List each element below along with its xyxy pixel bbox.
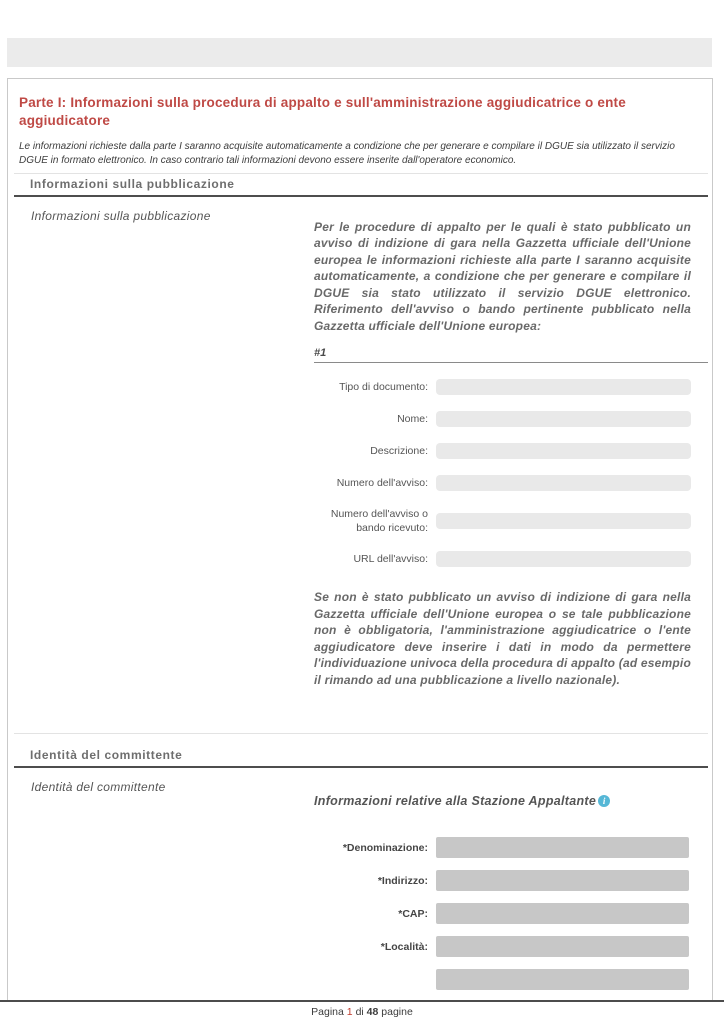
field-label-numero-avviso: Numero dell'avviso: (336, 477, 428, 490)
side-label-committente: Identità del committente (31, 780, 166, 795)
item-index-label: #1 (314, 347, 708, 363)
intro-note: Le informazioni richieste dalla parte I saranno acquisite automaticamente a condizione che per generare e compilare il DGUE sia utilizzato il servizio DGUE in formato elettronico. In caso contrario tali informazioni devono essere inserite dall'operatore economico. (19, 140, 675, 166)
denominazione-input[interactable] (436, 837, 689, 858)
pubblicazione-paragraph-2: Se non è stato pubblicato un avviso di indizione di gara nella Gazzetta ufficiale dell'Unione europea o se tale pubblicazione non è obbligatoria, l'amministrazione aggiudicatrice o l'ente aggiudicatore deve inserire i dati in modo da permettere l'individuazione univoca della procedura di appalto (ad esempio il rimando ad una pubblicazione a livello nazionale). (314, 590, 691, 687)
form-page (7, 78, 713, 1001)
current-page-number: 1 (346, 1006, 353, 1018)
field-label-nome: Nome: (397, 413, 428, 426)
pagination-status (0, 1006, 724, 1018)
localita-input[interactable] (436, 936, 689, 957)
form-row (314, 903, 708, 924)
field-label-denominazione: *Denominazione: (342, 841, 428, 854)
pagination-pages-word: pagine (381, 1006, 413, 1018)
section-header-committente: Identità del committente (14, 733, 708, 762)
cap-input[interactable] (436, 903, 689, 924)
section-header-pubblicazione: Informazioni sulla pubblicazione (14, 173, 708, 191)
url-avviso-input[interactable] (436, 551, 691, 567)
descrizione-input[interactable] (436, 443, 691, 459)
tipo-documento-input[interactable] (436, 379, 691, 395)
total-page-count: 48 (366, 1006, 379, 1018)
pagination-of-word: di (355, 1006, 364, 1018)
pubblicazione-paragraph-1: Per le procedure di appalto per le quali è stato pubblicato un avviso di indizione di gara nella Gazzetta ufficiale dell'Unione europea le informazioni richieste alla parte I saranno acquisite automaticamente, a condizione che per generare e compilare il DGUE sia stato utilizzato il servizio DGUE elettronico. Riferimento dell'avviso o bando pertinente pubblicato nella Gazzetta ufficiale dell'Unione europea: (314, 219, 691, 333)
form-row (314, 475, 708, 491)
field-label-numero-avviso-ricevuto: Numero dell'avviso o bando ricevuto: (330, 508, 428, 535)
field-label-tipo-documento: Tipo di documento: (339, 381, 428, 394)
form-row (314, 443, 708, 459)
form-row (314, 379, 708, 395)
partial-clipped-input[interactable] (436, 969, 689, 990)
indirizzo-input[interactable] (436, 870, 689, 891)
pagination-word: Pagina (311, 1006, 344, 1018)
page-title: Parte I: Informazioni sulla procedura di appalto e sull'amministrazione aggiudicatrice o ente aggiudicatore (19, 95, 626, 128)
field-label-url-avviso: URL dell'avviso: (353, 553, 428, 566)
side-label-pubblicazione: Informazioni sulla pubblicazione (31, 208, 211, 223)
form-row (314, 411, 708, 427)
numero-avviso-ricevuto-input[interactable] (436, 513, 691, 529)
form-row (314, 936, 708, 957)
nome-input[interactable] (436, 411, 691, 427)
field-label-descrizione: Descrizione: (370, 445, 428, 458)
page-bottom-divider (0, 1000, 724, 1002)
form-row (314, 507, 708, 535)
form-row (314, 870, 708, 891)
stazione-appaltante-heading: Informazioni relative alla Stazione Appaltante (314, 794, 597, 809)
info-icon[interactable]: i (598, 795, 610, 807)
section-pubblicazione (14, 197, 708, 689)
field-label-indirizzo: *Indirizzo: (377, 874, 428, 887)
form-row (314, 551, 708, 567)
numero-avviso-input[interactable] (436, 475, 691, 491)
top-toolbar (7, 38, 712, 67)
section-committente (14, 768, 708, 990)
form-row (314, 837, 708, 858)
field-label-cap: *CAP: (398, 907, 428, 920)
field-label-localita: *Località: (380, 940, 428, 953)
form-row (314, 969, 708, 990)
